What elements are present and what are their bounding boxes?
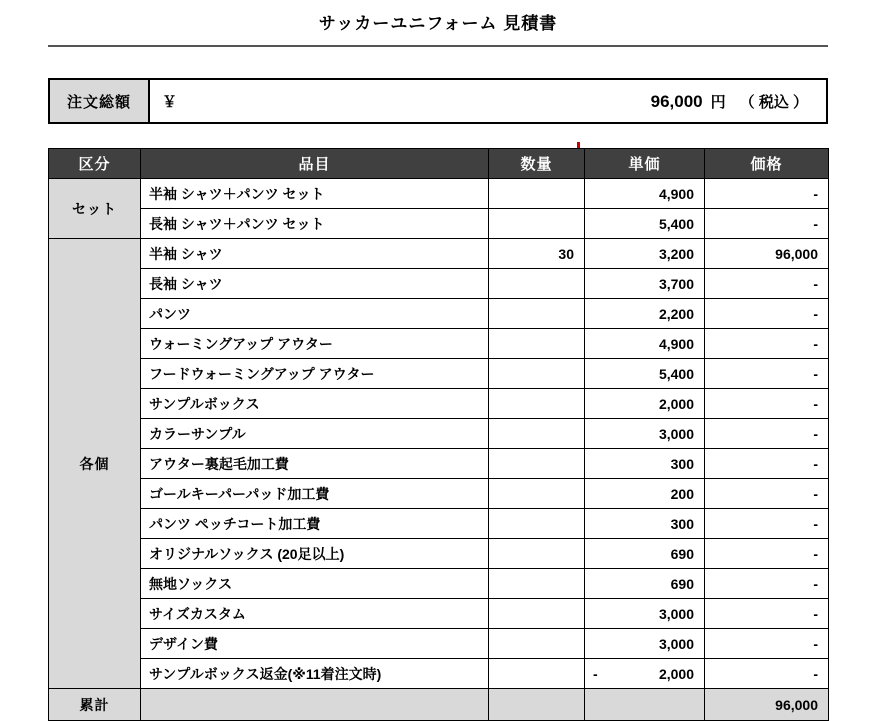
item-amount: 96,000 [705, 239, 829, 269]
item-qty[interactable] [489, 599, 585, 629]
page-title-wrap [48, 10, 828, 38]
unit-price-value: 3,000 [658, 425, 694, 442]
table-row [49, 479, 829, 509]
item-qty[interactable] [489, 659, 585, 689]
item-unit-price [585, 509, 705, 539]
item-name: 長袖 シャツ＋パンツ セット [141, 209, 489, 239]
unit-price-value: 300 [670, 455, 694, 472]
item-unit-price [585, 299, 705, 329]
summary-label: 累計 [49, 689, 141, 721]
item-amount: - [705, 179, 829, 209]
item-qty[interactable] [489, 209, 585, 239]
item-unit-price [585, 179, 705, 209]
item-name: フードウォーミングアップ アウター [141, 359, 489, 389]
order-total-unit: 円 [710, 93, 726, 111]
item-unit-price [585, 569, 705, 599]
item-unit-price [585, 599, 705, 629]
item-name: ゴールキーパーパッド加工費 [141, 479, 489, 509]
table-row [49, 359, 829, 389]
item-qty[interactable] [489, 299, 585, 329]
item-qty[interactable] [489, 359, 585, 389]
item-name: カラーサンプル [141, 419, 489, 449]
items-table [48, 148, 829, 721]
item-qty[interactable]: 30 [489, 239, 585, 269]
negative-sign: - [593, 665, 598, 682]
item-qty[interactable] [489, 329, 585, 359]
unit-price-value: 4,900 [658, 185, 694, 202]
unit-price-value: 5,400 [658, 365, 694, 382]
summary-amount: 96,000 [705, 689, 829, 721]
unit-price-value: 300 [670, 515, 694, 532]
header-kubun: 区分 [49, 149, 141, 179]
unit-price-value: 2,000 [658, 395, 694, 412]
item-unit-price [585, 539, 705, 569]
item-qty[interactable] [489, 569, 585, 599]
item-name: 半袖 シャツ [141, 239, 489, 269]
table-row [49, 449, 829, 479]
item-unit-price [585, 449, 705, 479]
table-row [49, 389, 829, 419]
item-name: アウター裏起毛加工費 [141, 449, 489, 479]
item-qty[interactable] [489, 449, 585, 479]
item-unit-price [585, 269, 705, 299]
summary-blank-qty [489, 689, 585, 721]
item-qty[interactable] [489, 629, 585, 659]
item-name: サンプルボックス返金(※11着注文時) [141, 659, 489, 689]
item-amount: - [705, 539, 829, 569]
table-row [49, 599, 829, 629]
order-total-tax-note: （ 税込 ） [739, 93, 808, 111]
summary-row [49, 689, 829, 721]
table-row [49, 329, 829, 359]
order-total-amount-wrap [160, 91, 816, 112]
item-qty[interactable] [489, 479, 585, 509]
item-amount: - [705, 389, 829, 419]
table-row [49, 239, 829, 269]
item-amount: - [705, 419, 829, 449]
header-hinmoku: 品目 [141, 149, 489, 179]
group-label-kakko: 各個 [49, 239, 141, 689]
order-total-label: 注文総額 [49, 79, 149, 123]
item-unit-price [585, 479, 705, 509]
table-row [49, 539, 829, 569]
unit-price-value: 690 [670, 545, 694, 562]
table-row [49, 629, 829, 659]
item-amount: - [705, 479, 829, 509]
unit-price-value: 3,200 [658, 245, 694, 262]
item-name: 無地ソックス [141, 569, 489, 599]
item-amount: - [705, 209, 829, 239]
order-total-value-cell [149, 79, 827, 123]
page-title: サッカーユニフォーム 見積書 [318, 14, 558, 33]
item-unit-price [585, 659, 705, 689]
table-row [49, 419, 829, 449]
table-row [49, 179, 829, 209]
item-name: 半袖 シャツ＋パンツ セット [141, 179, 489, 209]
item-qty[interactable] [489, 179, 585, 209]
table-row [49, 209, 829, 239]
item-amount: - [705, 299, 829, 329]
item-qty[interactable] [489, 389, 585, 419]
unit-price-value: 5,400 [658, 215, 694, 232]
group-label-set: セット [49, 179, 141, 239]
item-amount: - [705, 329, 829, 359]
item-qty[interactable] [489, 419, 585, 449]
unit-price-value: 690 [670, 575, 694, 592]
item-name: パンツ [141, 299, 489, 329]
item-name: デザイン費 [141, 629, 489, 659]
item-amount: - [705, 599, 829, 629]
table-row [49, 509, 829, 539]
item-amount: - [705, 509, 829, 539]
item-unit-price [585, 419, 705, 449]
unit-price-value: 3,700 [658, 275, 694, 292]
unit-price-value: 3,000 [658, 635, 694, 652]
unit-price-value: 3,000 [658, 605, 694, 622]
unit-price-value: 4,900 [658, 335, 694, 352]
item-qty[interactable] [489, 539, 585, 569]
item-amount: - [705, 269, 829, 299]
item-unit-price [585, 329, 705, 359]
item-name: サイズカスタム [141, 599, 489, 629]
item-name: オリジナルソックス (20足以上) [141, 539, 489, 569]
table-row [49, 659, 829, 689]
item-unit-price [585, 209, 705, 239]
header-kakaku: 価格 [705, 149, 829, 179]
header-tanka: 単価 [585, 149, 705, 179]
unit-price-value: 200 [670, 485, 694, 502]
item-qty[interactable] [489, 509, 585, 539]
header-suryo: 数量 [489, 149, 585, 179]
item-name: サンプルボックス [141, 389, 489, 419]
currency-symbol: ￥ [162, 93, 178, 111]
table-row [49, 569, 829, 599]
item-name: パンツ ペッチコート加工費 [141, 509, 489, 539]
item-amount: - [705, 629, 829, 659]
item-amount: - [705, 569, 829, 599]
table-row [49, 269, 829, 299]
order-total-row [49, 79, 827, 123]
item-amount: - [705, 659, 829, 689]
order-total-box [48, 78, 828, 124]
unit-price-value: 2,200 [658, 305, 694, 322]
order-total-amount: 96,000 [650, 91, 703, 111]
item-amount: - [705, 449, 829, 479]
item-qty[interactable] [489, 269, 585, 299]
title-divider [48, 45, 828, 47]
item-unit-price [585, 629, 705, 659]
item-name: ウォーミングアップ アウター [141, 329, 489, 359]
item-unit-price [585, 389, 705, 419]
unit-price-value: 2,000 [658, 665, 694, 682]
item-unit-price [585, 359, 705, 389]
items-table-header-row [49, 149, 829, 179]
item-unit-price [585, 239, 705, 269]
item-amount: - [705, 359, 829, 389]
table-row [49, 299, 829, 329]
summary-blank-name [141, 689, 489, 721]
item-name: 長袖 シャツ [141, 269, 489, 299]
summary-blank-price [585, 689, 705, 721]
